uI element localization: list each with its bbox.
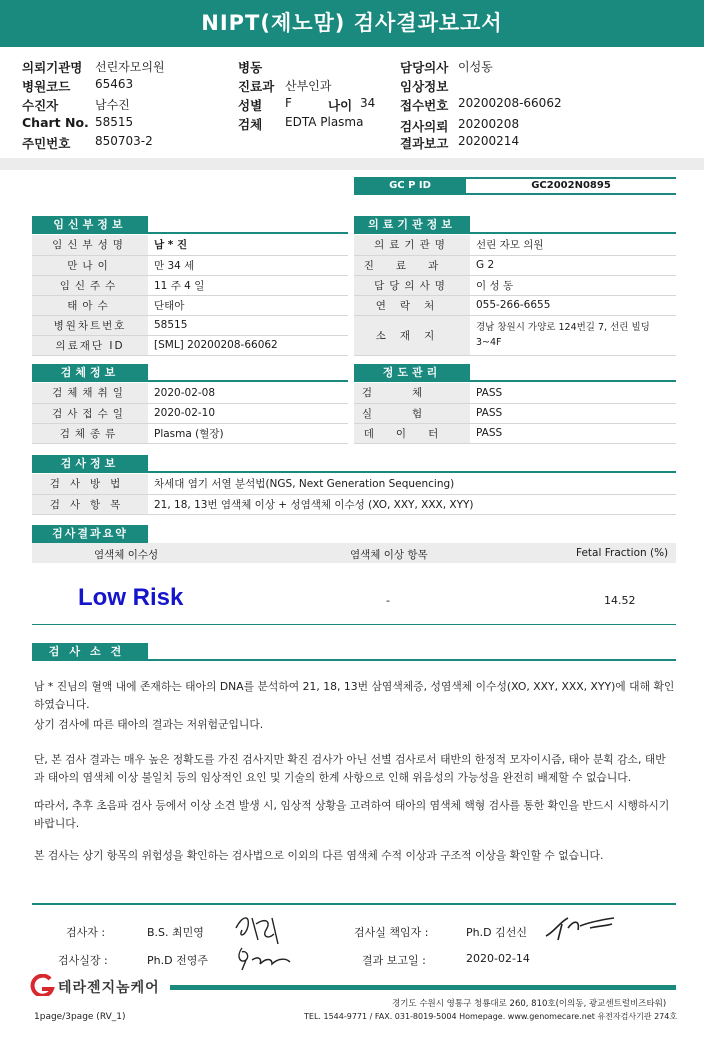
gcp-id-label: GC P ID [354, 177, 466, 195]
summary-col-header: Fetal Fraction (%) [576, 547, 669, 559]
section-header-test [32, 455, 676, 473]
table-row [32, 423, 348, 443]
findings-paragraph: 남 * 진님의 혈액 내에 존재하는 태아의 DNA를 분석하여 21, 18, 13번 삼염색체증, 성염색체 이수성(XO, XXY, XXX, XYY)에 대해 확인하였습니다. [34, 680, 675, 711]
table-key: 검체채취일 [32, 383, 148, 403]
header-label: 접수번호 [400, 98, 449, 113]
findings-paragraph: 본 검사는 상기 항목의 위험성을 확인하는 검사법으로 이외의 다른 염색체 수적 이상과 구조적 이상을 확인할 수 없습니다. [34, 849, 604, 862]
table-key: 소재지 [354, 315, 470, 355]
summary-col-header: 염색체 이수성 [94, 549, 159, 561]
header-label: 결과보고 [400, 136, 449, 151]
chief-signature-icon [232, 938, 296, 972]
page-number: 1page/3page (RV_1) [34, 1012, 126, 1022]
section-title: 검사결과요약 [32, 525, 148, 543]
findings-paragraph: 상기 검사에 따른 태아의 결과는 저위험군입니다. [34, 718, 264, 731]
section-header-qc [354, 364, 676, 382]
table-value: [SML] 20200208-66062 [148, 335, 348, 355]
table-row [354, 423, 676, 443]
findings-paragraph: 따라서, 추후 초음파 검사 등에서 이상 소견 발생 시, 임상적 상황을 고려하여 태아의 염색체 핵형 검사를 통한 확인을 반드시 시행하시기 바랍니다. [34, 799, 670, 830]
table-key: 임신부성명 [32, 235, 148, 255]
table-key: 태아수 [32, 295, 148, 315]
table-row [32, 383, 348, 403]
header-value: EDTA Plasma [285, 115, 364, 129]
table-value: 경남 창원시 가양로 124번길 7, 선린 빌딩 3~4F [470, 315, 676, 355]
table-key: 임신주수 [32, 275, 148, 295]
header-value: 20200214 [458, 134, 520, 148]
header-value: 남수진 [95, 98, 130, 112]
risk-result: Low Risk [78, 584, 184, 611]
report-title: NIPT(제노맘) 검사결과보고서 [0, 0, 704, 47]
table-key: 검체 [354, 383, 470, 403]
tester-name: B.S. 최민영 [147, 926, 204, 939]
table-row [354, 275, 676, 295]
table-row [32, 235, 348, 255]
chief-name: Ph.D 전영주 [147, 954, 208, 967]
table-row [32, 335, 348, 355]
header-value: 850703-2 [95, 134, 153, 148]
table-row [354, 295, 676, 315]
header-divider [0, 158, 704, 170]
table-value: 055-266-6655 [470, 295, 676, 315]
table-key: 의료기관명 [354, 235, 470, 255]
specimen-info-table [32, 383, 348, 444]
footer-address: 경기도 수원시 영통구 청룡대로 260, 810호(이의동, 광교센트럴비즈타워) [392, 999, 667, 1009]
table-value: 남 * 진 [148, 235, 348, 255]
table-row [354, 315, 676, 355]
section-header-institution [354, 216, 676, 234]
section-title: 의료기관정보 [354, 216, 470, 234]
section-header-findings [32, 643, 676, 661]
table-key: 검사항목 [32, 494, 148, 514]
table-value: 2020-02-10 [148, 403, 348, 423]
table-row [32, 295, 348, 315]
test-info-table [32, 474, 676, 515]
director-label: 검사실 책임자 : [354, 926, 429, 939]
header-label: 검사의뢰 [400, 119, 449, 134]
table-row [354, 383, 676, 403]
table-row [354, 235, 676, 255]
header-label: 수진자 [22, 98, 59, 113]
table-row [32, 403, 348, 423]
gcp-id-value: GC2002N0895 [466, 177, 676, 195]
table-value: PASS [470, 403, 676, 423]
header-value: 20200208 [458, 117, 520, 131]
section-header-summary [32, 525, 676, 543]
company-logo-icon [28, 974, 56, 996]
header-label: Chart No. [22, 115, 89, 130]
header-label: 성별 [238, 98, 263, 113]
table-row [32, 275, 348, 295]
table-key: 검체종류 [32, 423, 148, 443]
header-value: 산부인과 [285, 79, 332, 93]
director-signature-icon [540, 910, 620, 944]
header-value: 선린자모의원 [95, 60, 165, 74]
table-key: 데이터 [354, 423, 470, 443]
table-key: 검사접수일 [32, 403, 148, 423]
header-value: F [285, 96, 292, 110]
signature-divider [32, 903, 676, 905]
table-value: 이 성 동 [470, 275, 676, 295]
header-value: 34 [360, 96, 376, 110]
institution-info-table [354, 235, 676, 356]
section-title: 검체정보 [32, 364, 148, 382]
table-value: PASS [470, 423, 676, 443]
report-date-value: 2020-02-14 [466, 952, 530, 965]
section-header-specimen [32, 364, 348, 382]
section-title: 검사정보 [32, 455, 148, 473]
table-value: G 2 [470, 255, 676, 275]
table-key: 담당의사명 [354, 275, 470, 295]
table-value: 만 34 세 [148, 255, 348, 275]
table-key: 검사방법 [32, 474, 148, 494]
table-key: 실험 [354, 403, 470, 423]
table-value: 2020-02-08 [148, 383, 348, 403]
header-label: 병원코드 [22, 79, 71, 94]
summary-col-header: 염색체 이상 항목 [350, 549, 428, 561]
header-label: 주민번호 [22, 136, 71, 151]
abnormal-items-value: - [386, 594, 390, 607]
fetal-fraction-value: 14.52 [604, 594, 636, 607]
qc-info-table [354, 383, 676, 444]
table-row [32, 255, 348, 275]
header-value: 20200208-66062 [458, 96, 562, 110]
table-value: 단태아 [148, 295, 348, 315]
table-row [32, 494, 676, 514]
footer-contact: TEL. 1544-9771 / FAX. 031-8019-5004 Homepage. www.genomecare.net 유전자검사기관 274호 [304, 1012, 678, 1021]
header-label: 병동 [238, 60, 263, 75]
table-key: 진료과 [354, 255, 470, 275]
header-value: 58515 [95, 115, 134, 129]
header-label: 나이 [328, 98, 353, 113]
footer-divider [170, 985, 676, 990]
table-value: 58515 [148, 315, 348, 335]
table-value: 11 주 4 일 [148, 275, 348, 295]
company-logo-text: 테라젠지놈케어 [58, 980, 160, 996]
section-title: 검사소견 [32, 643, 148, 661]
table-row [32, 474, 676, 494]
section-header-pregnant [32, 216, 348, 234]
table-value: Plasma (혈장) [148, 423, 348, 443]
table-value: 21, 18, 13번 염색체 이상 + 성염색체 이수성 (XO, XXY, XXX, XYY) [148, 494, 676, 514]
director-name: Ph.D 김선신 [466, 926, 527, 939]
header-label: 진료과 [238, 79, 275, 94]
header-label: 의뢰기관명 [22, 60, 83, 75]
pregnant-info-table [32, 235, 348, 356]
section-title: 임신부정보 [32, 216, 148, 234]
header-value: 이성동 [458, 60, 493, 74]
table-value: PASS [470, 383, 676, 403]
table-row [354, 403, 676, 423]
table-key: 만나이 [32, 255, 148, 275]
table-key: 병원차트번호 [32, 315, 148, 335]
table-value: 선린 자모 의원 [470, 235, 676, 255]
tester-label: 검사자 : [66, 926, 106, 939]
chief-label: 검사실장 : [58, 954, 108, 967]
findings-paragraph: 단, 본 검사 결과는 매우 높은 정확도를 가진 검사지만 확진 검사가 아닌 선별 검사로서 태반의 한정적 모자이시즘, 태아 분획 감소, 태반과 태아의 염색체 이상 불일치 등의 임상적인 요인 및 기술의 한계 사항으로 인해 위음성의 가능성을 완전히 배제할 수 없습니다. [34, 753, 666, 784]
header-value: 65463 [95, 77, 134, 91]
header-label: 검체 [238, 117, 263, 132]
section-title: 정도관리 [354, 364, 470, 382]
summary-divider [32, 624, 676, 625]
table-row [354, 255, 676, 275]
report-date-label: 결과 보고일 : [362, 954, 426, 967]
table-value: 차세대 염기 서열 분석법(NGS, Next Generation Sequencing) [148, 474, 676, 494]
header-info [0, 48, 704, 168]
table-row [32, 315, 348, 335]
summary-header-row [32, 543, 676, 563]
header-label: 임상정보 [400, 79, 449, 94]
table-key: 연락처 [354, 295, 470, 315]
header-label: 담당의사 [400, 60, 449, 75]
table-key: 의료재단 ID [32, 335, 148, 355]
